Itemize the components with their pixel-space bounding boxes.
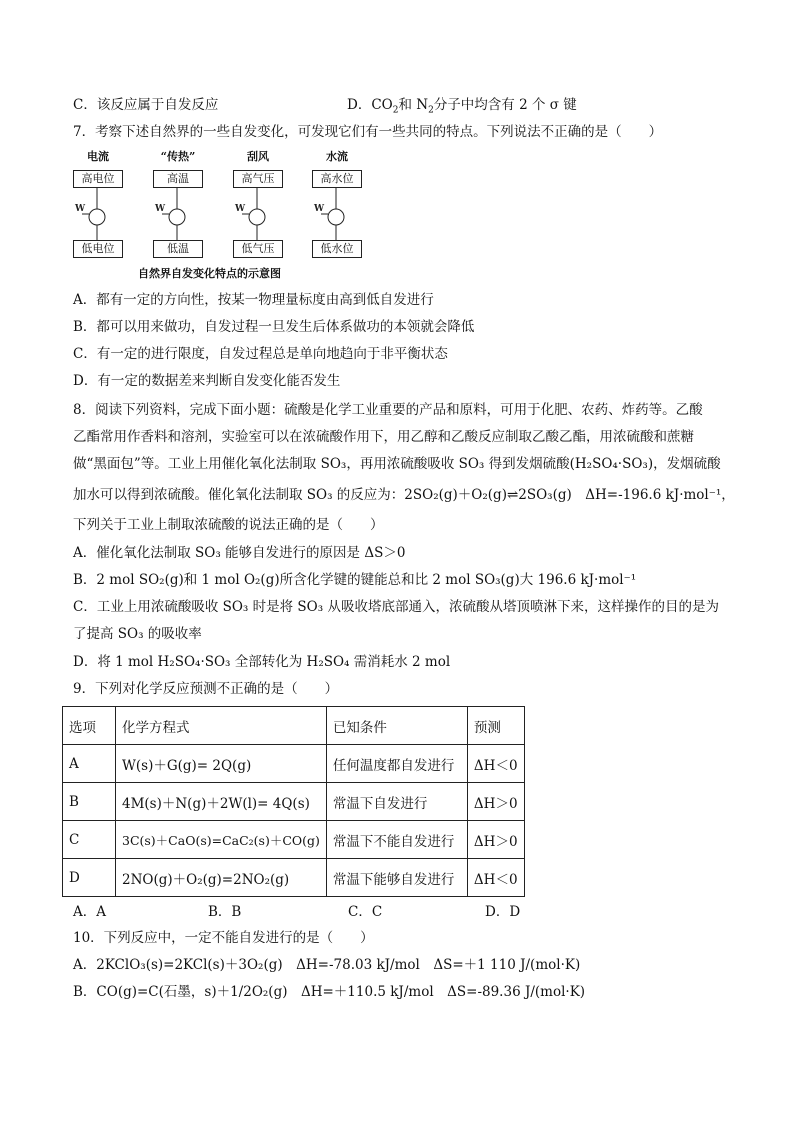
q8-passage-line-1: 8．阅读下列资料，完成下面小题：硫酸是化学工业重要的产品和原料，可用于化肥、农药、炸药等。乙酸 bbox=[73, 402, 703, 418]
table-cell: 4M(s)＋N(g)＋2W(l)= 4Q(s) bbox=[116, 783, 327, 821]
q10-stem: 10．下列反应中，一定不能自发进行的是（ ） bbox=[73, 930, 374, 946]
table-row bbox=[63, 783, 525, 821]
q9-answer-c: C．C bbox=[348, 904, 383, 920]
diagram-top-box: 高电位 bbox=[73, 170, 123, 188]
q7-stem: 7．考察下述自然界的一些自发变化，可发现它们有一些共同的特点。下列说法不正确的是（ ） bbox=[73, 124, 663, 140]
diagram-column-wind bbox=[228, 148, 288, 260]
q8-option-a: A．催化氧化法制取 SO₃ 能够自发进行的原因是 ΔS＞0 bbox=[73, 545, 406, 561]
q8-option-b: B．2 mol SO₂(g)和 1 mol O₂(g)所含化学键的键能总和比 2 mol SO₃(g)大 196.6 kJ·mol⁻¹ bbox=[73, 572, 637, 588]
q9-answer-b: B．B bbox=[208, 904, 242, 920]
table-header-row bbox=[63, 707, 525, 745]
q8-option-c-line-1: C．工业上用浓硫酸吸收 SO₃ 时是将 SO₃ 从吸收塔底部通入，浓硫酸从塔顶喷淋下来，这样操作的目的是为 bbox=[73, 599, 719, 615]
diagram-column-heat bbox=[148, 148, 208, 260]
q8-option-c-line-2: 了提高 SO₃ 的吸收率 bbox=[73, 626, 202, 642]
table-cell: ΔH＞0 bbox=[467, 783, 524, 821]
table-cell: 常温下自发进行 bbox=[326, 783, 467, 821]
q8-passage-line-2: 乙酯常用作香料和溶剂，实验室可以在浓硫酸作用下，用乙醇和乙酸反应制取乙酸乙酯，用浓硫酸和蔗糖 bbox=[73, 429, 694, 445]
diagram-top-box: 高气压 bbox=[233, 170, 283, 188]
diagram-w-1: W bbox=[75, 204, 86, 214]
q9-answer-d: D．D bbox=[485, 904, 521, 920]
diagram-column-water bbox=[307, 148, 367, 260]
table-cell: D bbox=[63, 859, 116, 897]
table-cell: 常温下不能自发进行 bbox=[326, 821, 467, 859]
q8-stem: 下列关于工业上制取浓硫酸的说法正确的是（ ） bbox=[73, 517, 384, 533]
table-row bbox=[63, 859, 525, 897]
q9-answer-a: A．A bbox=[73, 904, 106, 920]
table-row bbox=[63, 821, 525, 859]
diagram-bottom-box: 低电位 bbox=[73, 240, 123, 258]
table-row bbox=[63, 745, 525, 783]
diagram-bottom-box: 低水位 bbox=[312, 240, 362, 258]
table-cell: 任何温度都自发进行 bbox=[326, 745, 467, 783]
table-cell: B bbox=[63, 783, 116, 821]
q8-passage-line-3: 做“黑面包”等。工业上用催化氧化法制取 SO₃，再用浓硫酸吸收 SO₃ 得到发烟硫酸(H₂SO₄·SO₃)，发烟硫酸 bbox=[73, 456, 721, 472]
q7-option-c: C．有一定的进行限度，自发过程总是单向地趋向于非平衡状态 bbox=[73, 346, 448, 362]
q8-passage-line-4: 加水可以得到浓硫酸。催化氧化法制取 SO₃ 的反应为：2SO₂(g)＋O₂(g)⇌2SO₃(g) ΔH=-196.6 kJ·mol⁻¹， bbox=[73, 487, 735, 503]
diagram-heading: 电流 bbox=[87, 150, 109, 163]
q8-option-d: D．将 1 mol H₂SO₄·SO₃ 全部转化为 H₂SO₄ 需消耗水 2 mol bbox=[73, 654, 451, 670]
table-header-cell: 预测 bbox=[467, 707, 524, 745]
spontaneous-change-diagram bbox=[74, 148, 374, 280]
table-cell: C bbox=[63, 821, 116, 859]
diagram-w-3: W bbox=[235, 204, 246, 214]
q10-option-a: A．2KClO₃(s)=2KCl(s)＋3O₂(g) ΔH=-78.03 kJ/mol ΔS=＋1 110 J/(mol·K) bbox=[73, 957, 581, 973]
q9-stem: 9．下列对化学反应预测不正确的是（ ） bbox=[73, 681, 339, 697]
diagram-caption: 自然界自发变化特点的示意图 bbox=[138, 267, 281, 280]
q9-table bbox=[62, 706, 525, 897]
table-cell: ΔH＞0 bbox=[467, 821, 524, 859]
diagram-top-box: 高水位 bbox=[312, 170, 362, 188]
table-cell: 常温下能够自发进行 bbox=[326, 859, 467, 897]
table-header-cell: 已知条件 bbox=[326, 707, 467, 745]
table-cell: ΔH＜0 bbox=[467, 745, 524, 783]
q7-option-d: D．有一定的数据差来判断自发变化能否发生 bbox=[73, 373, 341, 389]
diagram-heading: 刮风 bbox=[247, 150, 269, 163]
table-cell: W(s)＋G(g)= 2Q(g) bbox=[116, 745, 327, 783]
q6-option-c: C．该反应属于自发反应 bbox=[73, 97, 219, 113]
table-cell: 3C(s)＋CaO(s)=CaC₂(s)＋CO(g) bbox=[116, 821, 327, 859]
table-header-cell: 化学方程式 bbox=[116, 707, 327, 745]
diagram-heading: “传热” bbox=[160, 150, 196, 163]
q9-answer-options bbox=[73, 900, 533, 920]
diagram-column-current bbox=[68, 148, 128, 260]
table-cell: 2NO(g)＋O₂(g)=2NO₂(g) bbox=[116, 859, 327, 897]
diagram-top-box: 高温 bbox=[153, 170, 203, 188]
diagram-bottom-box: 低温 bbox=[153, 240, 203, 258]
q7-option-a: A．都有一定的方向性，按某一物理量标度由高到低自发进行 bbox=[73, 292, 434, 308]
table-header-cell: 选项 bbox=[63, 707, 116, 745]
diagram-w-2: W bbox=[155, 204, 166, 214]
diagram-w-4: W bbox=[314, 204, 325, 214]
table-cell: ΔH＜0 bbox=[467, 859, 524, 897]
table-cell: A bbox=[63, 745, 116, 783]
q7-option-b: B．都可以用来做功，自发过程一旦发生后体系做功的本领就会降低 bbox=[73, 319, 475, 335]
q6-option-d: D．$CO_2$和 $N_2$分子中均含有 2 个 σ 键 bbox=[347, 97, 577, 116]
diagram-heading: 水流 bbox=[326, 150, 348, 163]
q10-option-b: B．CO(g)=C(石墨，s)＋1/2O₂(g) ΔH=＋110.5 kJ/mol ΔS=-89.36 J/(mol·K) bbox=[73, 984, 586, 1000]
diagram-bottom-box: 低气压 bbox=[233, 240, 283, 258]
